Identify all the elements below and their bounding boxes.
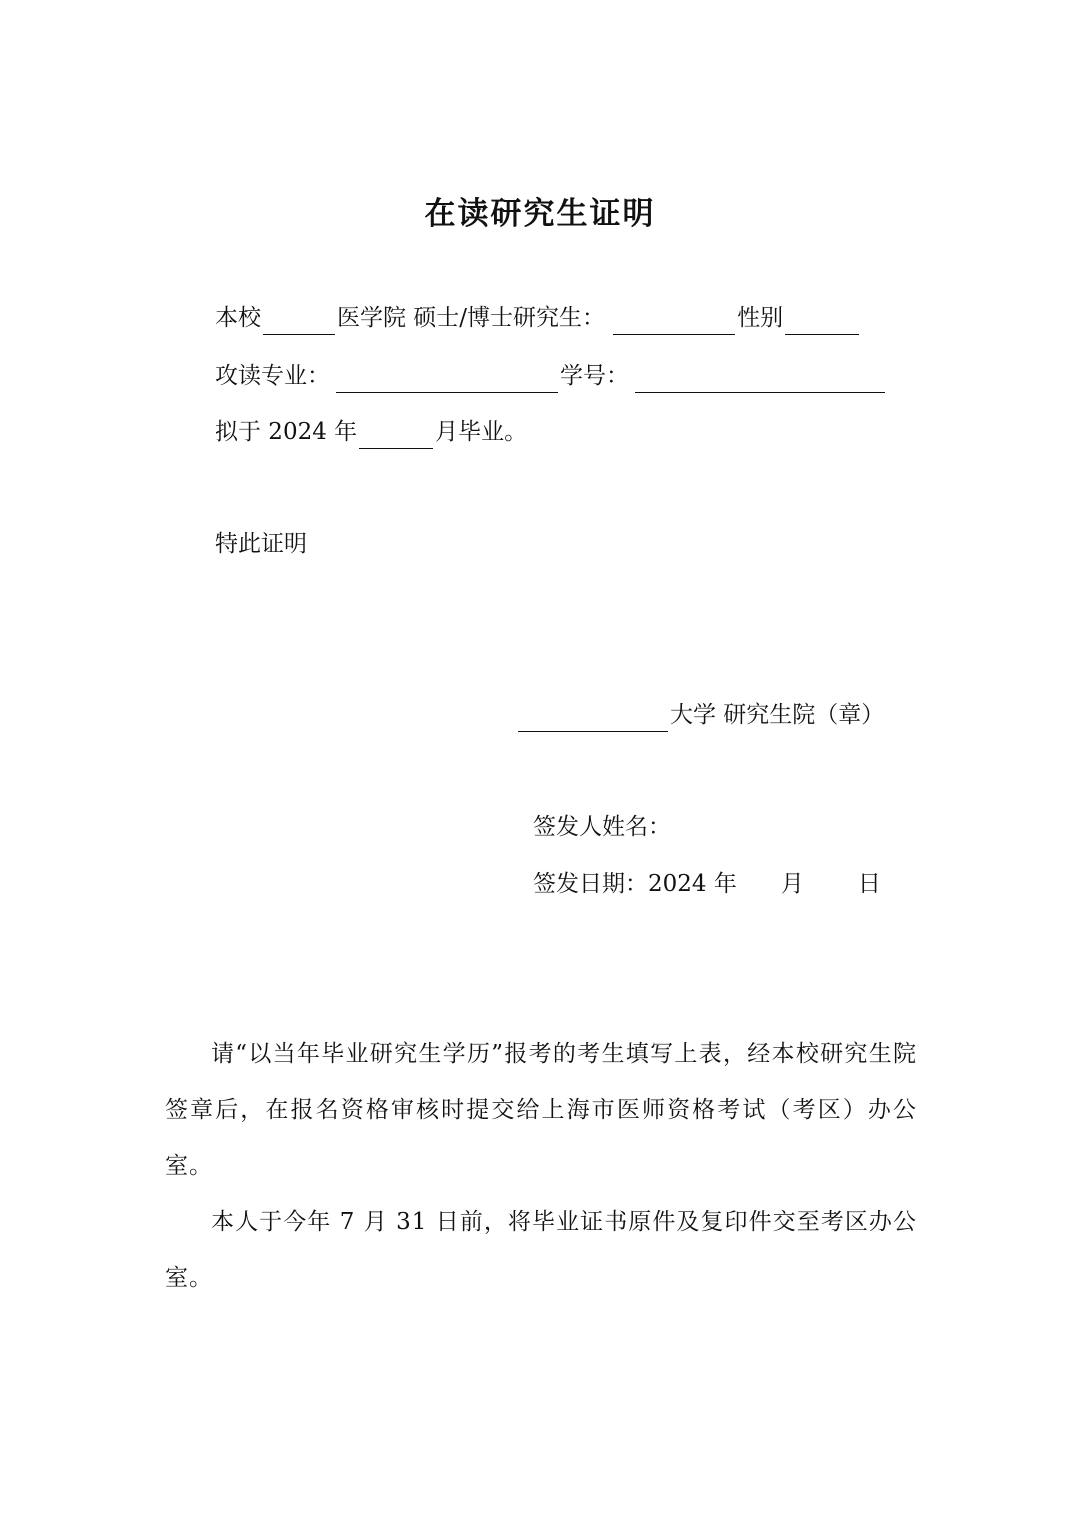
seal-line (518, 698, 884, 732)
school-prefix: 本校 (215, 305, 261, 331)
issuer-name (533, 810, 671, 844)
graduation-prefix: 拟于 2024 年 (215, 419, 358, 445)
graduation-suffix: 月毕业。 (435, 419, 528, 445)
school-name-blank[interactable] (263, 308, 335, 335)
student-id-blank[interactable] (635, 366, 885, 393)
student-id-label: 学号： (560, 363, 629, 389)
line-major-id (215, 359, 887, 393)
closing-text: 特此证明 (215, 531, 307, 557)
graduation-month-blank[interactable] (359, 422, 433, 449)
student-name-blank[interactable] (613, 308, 735, 335)
university-blank[interactable] (518, 705, 668, 732)
issue-date-label: 签发日期：2024 年 (533, 871, 737, 897)
gender-blank[interactable] (785, 308, 859, 335)
major-label: 攻读专业： (215, 363, 330, 389)
line-graduation (215, 415, 527, 449)
seal-suffix: 大学 研究生院（章） (670, 702, 885, 728)
document-title: 在读研究生证明 (424, 196, 656, 232)
issue-date-day: 日 (857, 871, 881, 897)
line-school-student (215, 301, 861, 335)
note-paragraph-1: 请“以当年毕业研究生学历”报考的考生填写上表，经本校研究生院签章后，在报名资格审核时提交给上海市医师资格考试（考区）办公室。 (165, 1041, 917, 1179)
gender-label: 性别 (737, 305, 784, 331)
issue-date (533, 867, 881, 901)
major-blank[interactable] (336, 366, 558, 393)
closing-line (215, 527, 307, 561)
issue-date-month: 月 (780, 871, 804, 897)
note-paragraph-2: 本人于今年 7 月 31 日前，将毕业证书原件及复印件交至考区办公室。 (165, 1209, 917, 1291)
school-suffix: 医学院 硕士/博士研究生： (337, 305, 606, 331)
notes-section (165, 1026, 917, 1306)
issuer-name-label: 签发人姓名： (533, 814, 671, 840)
